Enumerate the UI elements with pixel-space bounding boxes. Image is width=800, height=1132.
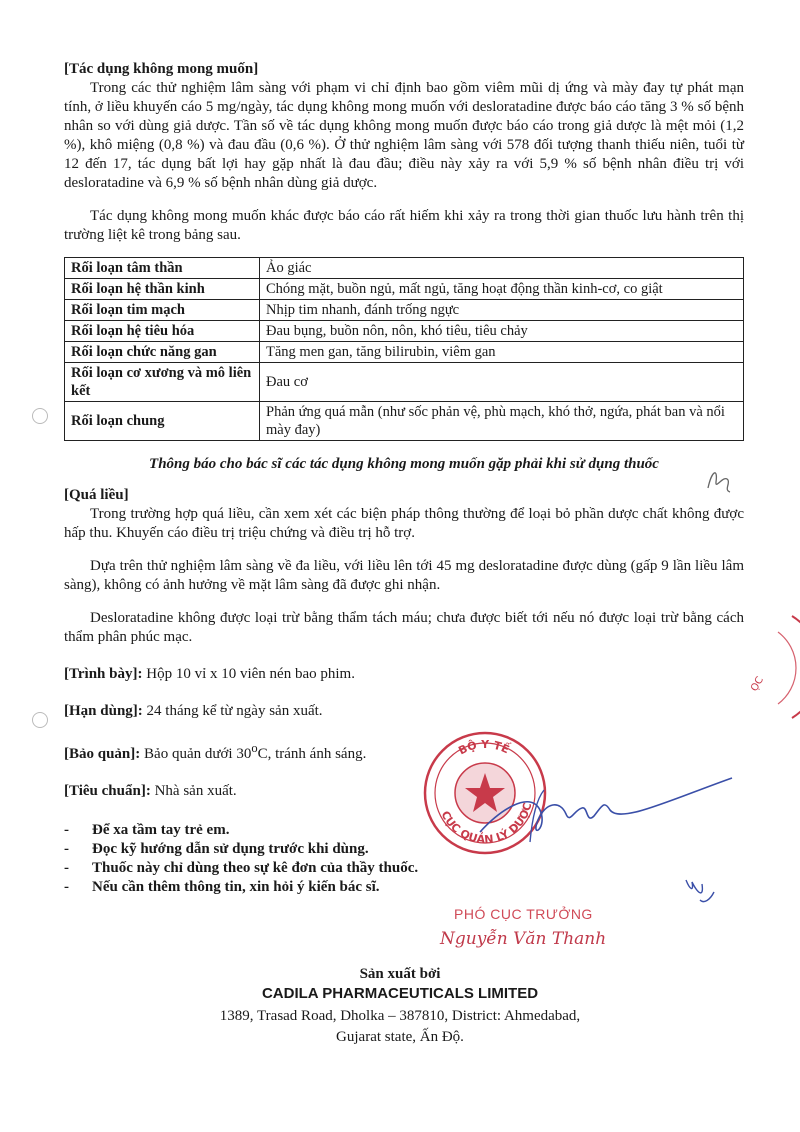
storage-field	[64, 739, 744, 764]
manufacturer-name: CADILA PHARMACEUTICALS LIMITED	[261, 985, 539, 1002]
manufacturer-block	[0, 965, 800, 1047]
storage-label: [Bảo quản]:	[64, 746, 141, 762]
effects-cell: Phản ứng quá mẫn (như sốc phản vệ, phù mạch, khó thở, ngứa, phát ban và nổi mày đay)	[260, 402, 744, 441]
side-effects-table	[64, 257, 744, 441]
warning-item: - Nếu cần thêm thông tin, xin hỏi ý kiến bác sĩ.	[64, 879, 380, 895]
warning-item: - Đọc kỹ hướng dẫn sử dụng trước khi dùng.	[64, 841, 369, 857]
warning-item: - Để xa tầm tay trẻ em.	[64, 822, 230, 838]
presentation-value: Hộp 10 vỉ x 10 viên nén bao phim.	[146, 666, 355, 682]
binder-hole	[32, 712, 48, 728]
expiry-field	[64, 702, 744, 721]
effects-cell: Tăng men gan, tăng bilirubin, viêm gan	[260, 342, 744, 363]
warning-item: - Thuốc này chỉ dùng theo sự kê đơn của thầy thuốc.	[64, 860, 419, 876]
effects-cell: Chóng mặt, buồn ngủ, mất ngủ, tăng hoạt động thần kinh-cơ, co giật	[260, 279, 744, 300]
presentation-label: [Trình bày]:	[64, 666, 143, 682]
effects-cell: Đau cơ	[260, 363, 744, 402]
expiry-label: [Hạn dùng]:	[64, 703, 143, 719]
side-effects-paragraph-1: Trong các thử nghiệm lâm sàng với phạm vi chỉ định bao gồm viêm mũi dị ứng và mày đay tự phát mạn tính, ở liều khuyến cáo 5 mg/ngày, tác dụng không mong muốn với desloratadine được báo cáo tăng 3 % số bệnh nhân so với dùng giả dược. Tần số về tác dụng không mong muốn được báo cáo trong giả dược là mệt mỏi (1,2 %), khô miệng (0,8 %) và đau đầu (0,6 %). Ở thử nghiệm lâm sàng với 578 đối tượng thanh thiếu niên, tuổi từ 12 đến 17, tác dụng bất lợi hay gặp nhất là đau đầu; điều này xảy ra với 5,9 % số bệnh nhân điều trị với desloratadine và 6,9 % số bệnh nhân dùng giả dược.	[64, 80, 744, 191]
organ-system-cell: Rối loạn chức năng gan	[65, 342, 260, 363]
side-effects-row	[65, 363, 744, 402]
side-effects-row	[65, 402, 744, 441]
stamp-official-title: PHÓ CỤC TRƯỞNG	[454, 906, 593, 922]
overdose-heading: [Quá liều]	[64, 487, 129, 503]
organ-system-cell: Rối loạn hệ thần kinh	[65, 279, 260, 300]
side-effects-row	[65, 279, 744, 300]
presentation-field	[64, 665, 744, 684]
effects-cell: Đau bụng, buồn nôn, nôn, khó tiêu, tiêu chảy	[260, 321, 744, 342]
organ-system-cell: Rối loạn tâm thần	[65, 258, 260, 279]
binder-hole	[32, 408, 48, 424]
report-notice: Thông báo cho bác sĩ các tác dụng không mong muốn gặp phải khi sử dụng thuốc	[149, 456, 659, 472]
manufacturer-by-label: Sản xuất bởi	[359, 966, 441, 982]
side-effects-row	[65, 342, 744, 363]
effects-cell: Nhịp tim nhanh, đánh trống ngực	[260, 300, 744, 321]
signature	[470, 770, 740, 860]
storage-value: Bảo quản dưới 30$^o$C, tránh ánh sáng.	[144, 741, 367, 762]
side-effects-paragraph-2: Tác dụng không mong muốn khác được báo cáo rất hiếm khi xảy ra trong thời gian thuốc lưu hành trên thị trường liệt kê trong bảng sau.	[64, 208, 744, 243]
manufacturer-address-line-2: Gujarat state, Ấn Độ.	[336, 1029, 464, 1045]
svg-text:BỘ Y TẾ: BỘ Y TẾ	[456, 737, 512, 758]
initials-mark	[700, 460, 740, 500]
organ-system-cell: Rối loạn cơ xương và mô liên kết	[65, 363, 260, 402]
standard-value: Nhà sản xuất.	[154, 783, 237, 799]
side-effects-heading: [Tác dụng không mong muốn]	[64, 61, 259, 77]
standard-label: [Tiêu chuẩn]:	[64, 783, 151, 799]
organ-system-cell: Rối loạn hệ tiêu hóa	[65, 321, 260, 342]
svg-text:ỌC: ỌC	[749, 675, 767, 694]
overdose-paragraph-1: Trong trường hợp quá liều, cần xem xét các biện pháp thông thường để loại bỏ phần dược chất không được hấp thu. Khuyến cáo điều trị triệu chứng và điều trị hỗ trợ.	[64, 506, 744, 541]
organ-system-cell: Rối loạn chung	[65, 402, 260, 441]
organ-system-cell: Rối loạn tim mạch	[65, 300, 260, 321]
side-effects-row	[65, 300, 744, 321]
overdose-paragraph-2: Dựa trên thử nghiệm lâm sàng về đa liều, với liều lên tới 45 mg desloratadine được dùng (gấp 9 lần liều lâm sàng), không có ảnh hưởng về mặt lâm sàng đã được ghi nhận.	[64, 558, 744, 593]
stamp-official-name: Nguyễn Văn Thanh	[440, 929, 607, 949]
partial-stamp-seal	[732, 612, 800, 722]
side-effects-row	[65, 258, 744, 279]
svg-text:CỤC QUẢN LÝ DƯỢC: CỤC QUẢN LÝ DƯỢC	[438, 801, 535, 847]
expiry-value: 24 tháng kể từ ngày sản xuất.	[146, 703, 323, 719]
handwritten-mark	[680, 870, 720, 910]
overdose-paragraph-3: Desloratadine không được loại trừ bằng thẩm tách máu; chưa được biết tới nếu nó được loại trừ bằng cách thẩm phân phúc mạc.	[64, 610, 744, 645]
manufacturer-address-line-1: 1389, Trasad Road, Dholka – 387810, District: Ahmedabad,	[219, 1008, 581, 1024]
side-effects-row	[65, 321, 744, 342]
effects-cell: Ảo giác	[260, 258, 744, 279]
